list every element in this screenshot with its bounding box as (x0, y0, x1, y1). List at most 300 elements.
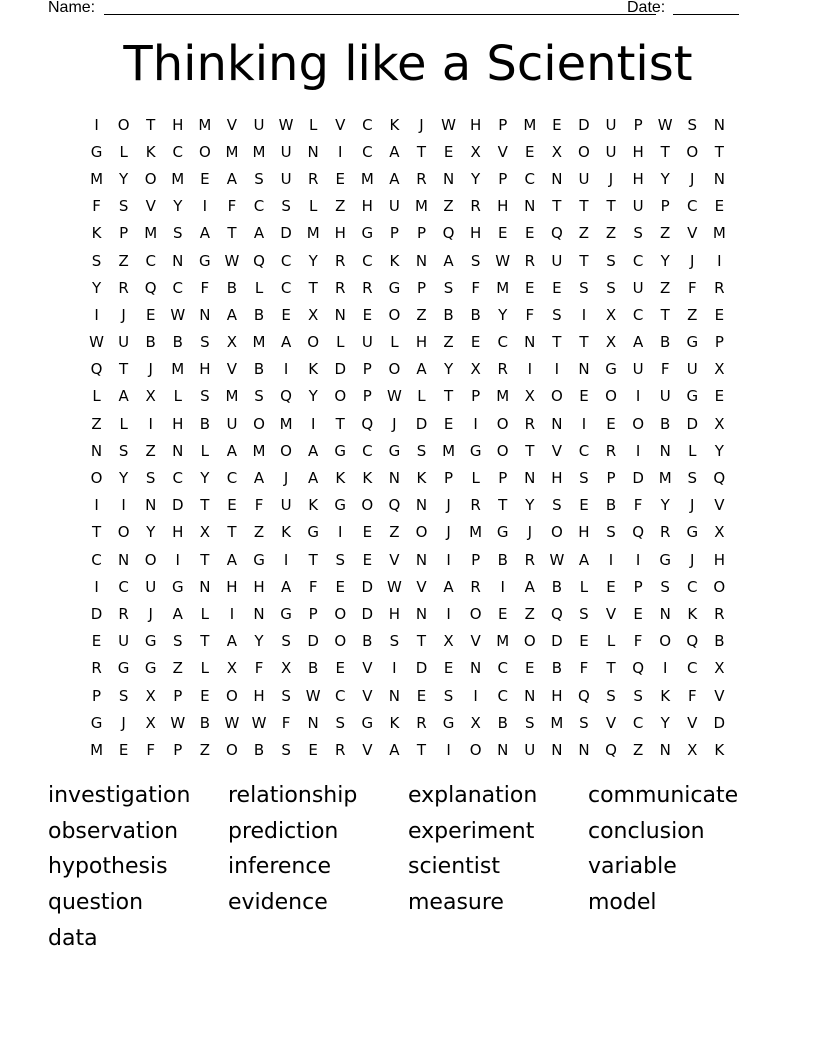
grid-letter[interactable]: A (226, 441, 238, 460)
grid-letter[interactable]: A (389, 169, 400, 188)
grid-letter[interactable]: K (416, 469, 427, 488)
grid-letter[interactable]: N (415, 550, 428, 569)
grid-letter[interactable]: R (470, 577, 481, 596)
grid-letter[interactable]: X (470, 142, 481, 161)
grid-letter[interactable]: D (551, 632, 563, 651)
grid-letter[interactable]: P (173, 740, 183, 759)
grid-letter[interactable]: C (578, 441, 590, 460)
grid-letter[interactable]: Z (199, 740, 210, 759)
grid-letter[interactable]: T (119, 360, 129, 379)
grid-letter[interactable]: U (686, 360, 698, 379)
grid-letter[interactable]: I (446, 604, 451, 623)
grid-letter[interactable]: Z (524, 604, 535, 623)
grid-letter[interactable]: W (495, 251, 511, 270)
grid-letter[interactable]: R (362, 278, 373, 297)
grid-letter[interactable]: K (145, 142, 156, 161)
grid-letter[interactable]: N (334, 305, 346, 324)
grid-letter[interactable]: K (389, 713, 400, 732)
grid-letter[interactable]: T (416, 142, 427, 161)
grid-letter[interactable]: R (416, 169, 427, 188)
grid-letter[interactable]: P (471, 550, 481, 569)
grid-letter[interactable]: C (632, 251, 644, 270)
grid-letter[interactable]: W (170, 305, 186, 324)
grid-letter[interactable]: I (608, 550, 614, 569)
grid-letter[interactable]: I (635, 387, 641, 406)
grid-letter[interactable]: U (388, 197, 400, 216)
grid-letter[interactable]: B (226, 278, 238, 297)
grid-letter[interactable]: T (227, 224, 237, 243)
grid-letter[interactable]: Z (118, 251, 129, 270)
grid-letter[interactable]: K (714, 740, 725, 759)
grid-letter[interactable]: V (226, 115, 238, 134)
grid-letter[interactable]: A (253, 224, 265, 243)
grid-letter[interactable]: N (172, 441, 184, 460)
grid-letter[interactable]: C (91, 550, 102, 569)
grid-letter[interactable]: J (283, 469, 289, 488)
grid-letter[interactable]: T (552, 333, 562, 352)
grid-letter[interactable]: C (497, 686, 508, 705)
grid-letter[interactable]: B (443, 305, 454, 324)
grid-letter[interactable]: W (386, 577, 402, 596)
grid-letter[interactable]: I (338, 523, 343, 542)
grid-letter[interactable]: S (525, 713, 535, 732)
grid-letter[interactable]: K (335, 469, 346, 488)
grid-letter[interactable]: C (524, 169, 536, 188)
grid-letter[interactable]: O (117, 523, 130, 542)
grid-letter[interactable]: F (146, 740, 156, 759)
grid-letter[interactable]: O (469, 740, 482, 759)
name-blank-line[interactable] (104, 14, 656, 15)
grid-letter[interactable]: E (714, 197, 725, 216)
grid-letter[interactable]: X (605, 305, 617, 324)
grid-letter[interactable]: D (713, 713, 726, 732)
grid-letter[interactable]: U (578, 169, 590, 188)
grid-letter[interactable]: Z (443, 333, 454, 352)
grid-letter[interactable]: V (362, 686, 373, 705)
grid-letter[interactable]: Y (254, 632, 264, 651)
grid-letter[interactable]: D (307, 632, 319, 651)
grid-letter[interactable]: A (389, 740, 400, 759)
grid-letter[interactable]: R (470, 197, 481, 216)
grid-letter[interactable]: H (172, 115, 184, 134)
grid-letter[interactable]: K (91, 224, 102, 243)
grid-letter[interactable]: C (280, 251, 292, 270)
grid-letter[interactable]: E (362, 550, 373, 569)
grid-letter[interactable]: Z (687, 305, 698, 324)
grid-letter[interactable]: S (254, 169, 264, 188)
grid-letter[interactable]: O (388, 360, 401, 379)
grid-letter[interactable]: M (415, 197, 428, 216)
grid-letter[interactable]: I (94, 305, 99, 324)
grid-letter[interactable]: O (523, 632, 536, 651)
grid-letter[interactable]: M (550, 713, 564, 732)
grid-letter[interactable]: Y (308, 387, 318, 406)
grid-letter[interactable]: M (171, 169, 185, 188)
grid-letter[interactable]: B (308, 659, 319, 678)
grid-letter[interactable]: D (578, 115, 590, 134)
grid-letter[interactable]: B (497, 550, 508, 569)
grid-letter[interactable]: Q (90, 360, 103, 379)
grid-letter[interactable]: G (117, 659, 130, 678)
grid-letter[interactable]: C (497, 659, 508, 678)
grid-letter[interactable]: S (443, 278, 454, 297)
grid-letter[interactable]: R (524, 414, 535, 433)
grid-letter[interactable]: X (470, 713, 481, 732)
grid-letter[interactable]: Z (335, 197, 346, 216)
grid-letter[interactable]: O (334, 632, 347, 651)
grid-letter[interactable]: V (145, 197, 156, 216)
grid-letter[interactable]: F (687, 278, 697, 297)
grid-letter[interactable]: X (226, 333, 238, 352)
grid-letter[interactable]: U (632, 278, 644, 297)
grid-letter[interactable]: I (635, 441, 641, 460)
grid-letter[interactable]: P (498, 115, 508, 134)
grid-letter[interactable]: S (633, 224, 643, 243)
grid-letter[interactable]: U (524, 740, 536, 759)
grid-letter[interactable]: X (551, 142, 562, 161)
grid-letter[interactable]: P (173, 686, 183, 705)
grid-letter[interactable]: U (551, 251, 563, 270)
grid-letter[interactable]: T (443, 387, 454, 406)
grid-letter[interactable]: L (200, 604, 210, 623)
grid-letter[interactable]: S (118, 197, 129, 216)
grid-letter[interactable]: N (415, 604, 428, 623)
grid-letter[interactable]: I (473, 414, 478, 433)
grid-letter[interactable]: C (253, 197, 265, 216)
grid-letter[interactable]: P (362, 387, 372, 406)
grid-letter[interactable]: C (362, 142, 373, 161)
grid-letter[interactable]: X (714, 523, 725, 542)
grid-letter[interactable]: C (172, 278, 184, 297)
grid-letter[interactable]: N (659, 604, 671, 623)
grid-letter[interactable]: J (446, 523, 451, 542)
grid-letter[interactable]: V (605, 604, 617, 623)
grid-letter[interactable]: C (280, 278, 292, 297)
grid-letter[interactable]: B (660, 414, 671, 433)
grid-letter[interactable]: N (524, 333, 536, 352)
grid-letter[interactable]: N (659, 441, 671, 460)
grid-letter[interactable]: Q (713, 469, 726, 488)
grid-letter[interactable]: B (253, 740, 265, 759)
grid-letter[interactable]: B (497, 713, 508, 732)
grid-letter[interactable]: P (444, 469, 454, 488)
grid-letter[interactable]: G (659, 550, 671, 569)
grid-letter[interactable]: O (226, 686, 238, 705)
grid-letter[interactable]: Y (471, 169, 481, 188)
grid-letter[interactable]: T (146, 115, 156, 134)
grid-letter[interactable]: L (390, 333, 399, 352)
grid-letter[interactable]: B (551, 659, 563, 678)
grid-letter[interactable]: H (334, 224, 346, 243)
grid-letter[interactable]: X (605, 333, 617, 352)
grid-letter[interactable]: R (524, 251, 535, 270)
grid-letter[interactable]: G (171, 577, 184, 596)
grid-letter[interactable]: D (361, 577, 374, 596)
grid-letter[interactable]: V (605, 713, 617, 732)
grid-letter[interactable]: H (172, 523, 184, 542)
grid-letter[interactable]: U (280, 496, 292, 515)
grid-letter[interactable]: J (690, 169, 695, 188)
grid-letter[interactable]: W (224, 713, 240, 732)
grid-letter[interactable]: S (254, 387, 264, 406)
grid-letter[interactable]: J (690, 550, 695, 569)
grid-letter[interactable]: B (253, 360, 265, 379)
grid-letter[interactable]: T (227, 523, 237, 542)
grid-letter[interactable]: E (606, 414, 616, 433)
grid-letter[interactable]: G (469, 441, 482, 460)
grid-letter[interactable]: M (252, 333, 266, 352)
grid-letter[interactable]: T (416, 740, 427, 759)
grid-letter[interactable]: N (551, 169, 563, 188)
grid-letter[interactable]: R (91, 659, 102, 678)
grid-letter[interactable]: L (119, 142, 128, 161)
grid-letter[interactable]: R (335, 278, 346, 297)
grid-letter[interactable]: E (200, 169, 210, 188)
grid-letter[interactable]: O (605, 387, 617, 406)
grid-letter[interactable]: M (90, 740, 104, 759)
grid-letter[interactable]: O (632, 414, 644, 433)
grid-letter[interactable]: X (145, 686, 156, 705)
grid-letter[interactable]: X (145, 713, 156, 732)
grid-letter[interactable]: U (118, 632, 130, 651)
grid-letter[interactable]: Q (388, 496, 401, 515)
grid-letter[interactable]: N (199, 577, 211, 596)
grid-letter[interactable]: B (660, 333, 671, 352)
grid-letter[interactable]: I (473, 686, 478, 705)
grid-letter[interactable]: F (308, 577, 318, 596)
grid-letter[interactable]: N (415, 496, 428, 515)
grid-letter[interactable]: P (416, 224, 426, 243)
grid-letter[interactable]: V (687, 713, 698, 732)
grid-letter[interactable]: A (389, 142, 400, 161)
grid-letter[interactable]: E (308, 740, 318, 759)
grid-letter[interactable]: G (144, 632, 157, 651)
grid-letter[interactable]: C (172, 469, 184, 488)
grid-letter[interactable]: Q (144, 278, 157, 297)
grid-letter[interactable]: H (253, 577, 265, 596)
grid-letter[interactable]: J (446, 496, 451, 515)
grid-letter[interactable]: O (388, 305, 401, 324)
grid-letter[interactable]: E (714, 387, 725, 406)
grid-letter[interactable]: G (334, 496, 347, 515)
grid-letter[interactable]: O (361, 496, 374, 515)
grid-letter[interactable]: L (200, 441, 210, 460)
grid-letter[interactable]: K (389, 251, 400, 270)
grid-letter[interactable]: H (226, 577, 238, 596)
grid-letter[interactable]: H (415, 333, 428, 352)
grid-letter[interactable]: D (280, 224, 292, 243)
grid-letter[interactable]: E (335, 577, 345, 596)
grid-letter[interactable]: J (121, 305, 126, 324)
grid-letter[interactable]: N (551, 414, 563, 433)
grid-letter[interactable]: P (92, 686, 102, 705)
grid-letter[interactable]: S (335, 550, 345, 569)
grid-letter[interactable]: D (171, 496, 184, 515)
grid-letter[interactable]: C (687, 577, 698, 596)
grid-letter[interactable]: U (632, 360, 644, 379)
grid-letter[interactable]: C (118, 577, 129, 596)
grid-letter[interactable]: N (388, 469, 401, 488)
grid-letter[interactable]: N (578, 360, 590, 379)
grid-letter[interactable]: A (308, 469, 319, 488)
grid-letter[interactable]: M (496, 632, 510, 651)
grid-letter[interactable]: W (251, 713, 267, 732)
grid-letter[interactable]: Y (660, 496, 670, 515)
grid-letter[interactable]: A (443, 251, 454, 270)
grid-letter[interactable]: Y (660, 251, 670, 270)
grid-letter[interactable]: V (362, 659, 373, 678)
grid-letter[interactable]: B (145, 333, 156, 352)
grid-letter[interactable]: M (171, 360, 185, 379)
grid-letter[interactable]: R (714, 604, 725, 623)
grid-letter[interactable]: Z (253, 523, 265, 542)
grid-letter[interactable]: N (524, 686, 536, 705)
grid-letter[interactable]: G (144, 659, 157, 678)
grid-letter[interactable]: S (281, 740, 291, 759)
grid-letter[interactable]: Y (714, 441, 724, 460)
grid-letter[interactable]: K (687, 604, 698, 623)
grid-letter[interactable]: Y (91, 278, 102, 297)
grid-letter[interactable]: G (199, 251, 211, 270)
grid-letter[interactable]: L (308, 197, 318, 216)
grid-letter[interactable]: M (144, 224, 158, 243)
grid-letter[interactable]: A (524, 577, 535, 596)
grid-letter[interactable]: Y (308, 251, 318, 270)
grid-letter[interactable]: B (714, 632, 725, 651)
grid-letter[interactable]: Z (632, 740, 644, 759)
grid-letter[interactable]: I (202, 197, 208, 216)
grid-letter[interactable]: Z (416, 305, 427, 324)
grid-letter[interactable]: D (334, 360, 347, 379)
grid-letter[interactable]: S (281, 197, 291, 216)
grid-letter[interactable]: N (145, 496, 157, 515)
grid-letter[interactable]: R (118, 278, 129, 297)
grid-letter[interactable]: O (415, 523, 428, 542)
grid-letter[interactable]: R (497, 360, 508, 379)
grid-letter[interactable]: E (552, 278, 562, 297)
grid-letter[interactable]: V (389, 550, 400, 569)
grid-letter[interactable]: N (199, 305, 211, 324)
grid-letter[interactable]: C (172, 142, 184, 161)
grid-letter[interactable]: S (443, 686, 454, 705)
grid-letter[interactable]: O (198, 142, 211, 161)
grid-letter[interactable]: R (416, 713, 427, 732)
grid-letter[interactable]: Y (443, 360, 454, 379)
grid-letter[interactable]: Z (578, 224, 590, 243)
grid-letter[interactable]: L (417, 387, 426, 406)
grid-letter[interactable]: R (714, 278, 725, 297)
grid-letter[interactable]: S (200, 333, 210, 352)
grid-letter[interactable]: N (415, 251, 428, 270)
grid-letter[interactable]: L (579, 577, 589, 596)
grid-letter[interactable]: B (253, 305, 265, 324)
grid-letter[interactable]: G (686, 333, 699, 352)
grid-letter[interactable]: T (579, 197, 589, 216)
grid-letter[interactable]: I (121, 496, 126, 515)
grid-letter[interactable]: R (524, 550, 535, 569)
grid-letter[interactable]: N (497, 740, 509, 759)
grid-letter[interactable]: I (310, 414, 316, 433)
grid-letter[interactable]: T (91, 523, 102, 542)
grid-letter[interactable]: T (606, 659, 616, 678)
grid-letter[interactable]: N (713, 115, 725, 134)
grid-letter[interactable]: V (714, 686, 725, 705)
grid-letter[interactable]: A (253, 469, 265, 488)
grid-letter[interactable]: P (416, 278, 426, 297)
grid-letter[interactable]: E (633, 604, 643, 623)
grid-letter[interactable]: N (442, 169, 455, 188)
grid-letter[interactable]: Q (578, 686, 590, 705)
grid-letter[interactable]: I (581, 414, 587, 433)
grid-letter[interactable]: C (687, 197, 698, 216)
grid-letter[interactable]: Q (550, 224, 563, 243)
grid-letter[interactable]: M (90, 169, 104, 188)
grid-letter[interactable]: V (416, 577, 427, 596)
grid-letter[interactable]: S (200, 387, 210, 406)
grid-letter[interactable]: O (686, 142, 699, 161)
grid-letter[interactable]: G (442, 713, 455, 732)
grid-letter[interactable]: L (119, 414, 128, 433)
grid-letter[interactable]: X (714, 414, 725, 433)
grid-letter[interactable]: E (525, 659, 535, 678)
grid-letter[interactable]: A (280, 577, 292, 596)
grid-letter[interactable]: X (470, 360, 481, 379)
grid-letter[interactable]: I (229, 604, 235, 623)
grid-letter[interactable]: O (226, 740, 238, 759)
grid-letter[interactable]: E (200, 686, 210, 705)
grid-letter[interactable]: E (606, 577, 616, 596)
grid-letter[interactable]: S (687, 115, 698, 134)
grid-letter[interactable]: E (579, 387, 589, 406)
grid-letter[interactable]: Z (443, 197, 454, 216)
grid-letter[interactable]: P (471, 387, 481, 406)
grid-letter[interactable]: H (388, 604, 401, 623)
grid-letter[interactable]: M (469, 523, 483, 542)
grid-letter[interactable]: Y (498, 305, 508, 324)
grid-letter[interactable]: O (469, 604, 482, 623)
grid-letter[interactable]: R (659, 523, 671, 542)
grid-letter[interactable]: V (470, 632, 481, 651)
grid-letter[interactable]: J (608, 169, 614, 188)
grid-letter[interactable]: O (550, 387, 563, 406)
grid-letter[interactable]: H (469, 115, 482, 134)
grid-letter[interactable]: T (579, 333, 589, 352)
grid-letter[interactable]: F (281, 713, 291, 732)
grid-letter[interactable]: S (606, 686, 616, 705)
grid-letter[interactable]: J (690, 496, 695, 515)
grid-letter[interactable]: L (308, 115, 318, 134)
grid-letter[interactable]: R (335, 251, 346, 270)
grid-letter[interactable]: D (632, 469, 644, 488)
grid-letter[interactable]: I (94, 115, 99, 134)
grid-letter[interactable]: P (389, 224, 399, 243)
grid-letter[interactable]: Y (146, 523, 156, 542)
grid-letter[interactable]: H (632, 142, 644, 161)
grid-letter[interactable]: O (334, 387, 347, 406)
grid-letter[interactable]: U (632, 197, 644, 216)
grid-letter[interactable]: Y (119, 169, 129, 188)
grid-letter[interactable]: J (148, 604, 153, 623)
grid-letter[interactable]: V (335, 115, 346, 134)
grid-letter[interactable]: V (226, 360, 238, 379)
grid-letter[interactable]: K (362, 469, 373, 488)
grid-letter[interactable]: B (199, 713, 210, 732)
grid-letter[interactable]: M (252, 142, 266, 161)
grid-letter[interactable]: F (200, 278, 210, 297)
grid-letter[interactable]: X (280, 659, 292, 678)
grid-letter[interactable]: U (253, 115, 265, 134)
grid-letter[interactable]: E (497, 224, 508, 243)
